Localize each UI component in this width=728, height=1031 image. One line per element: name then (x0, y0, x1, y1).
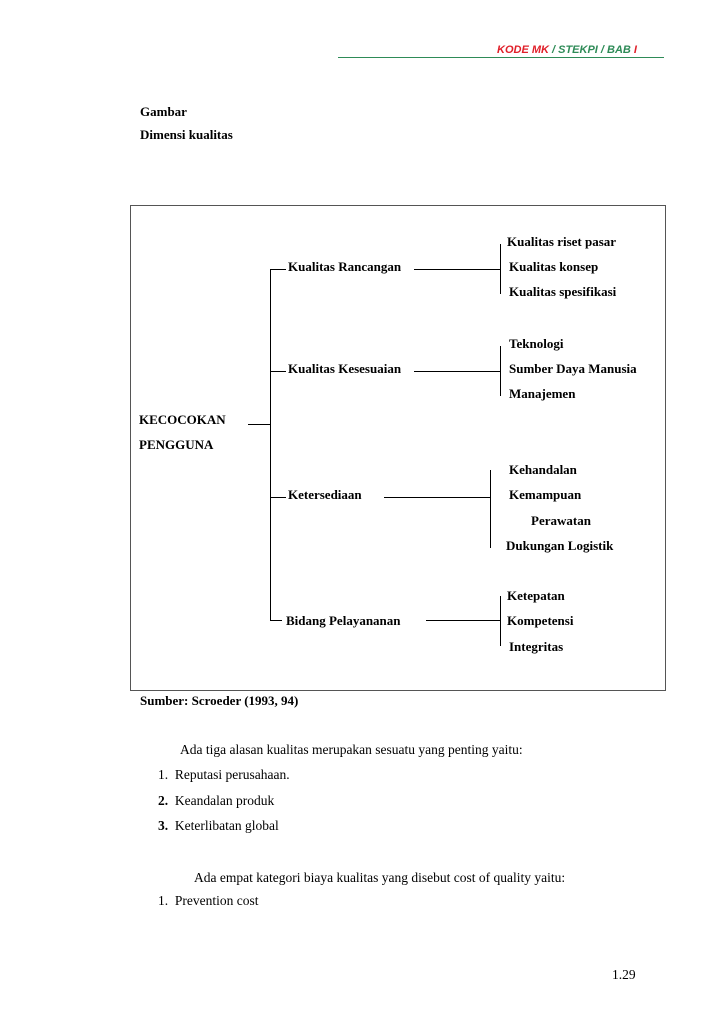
header-dept: STEKPI (558, 44, 598, 56)
main-trunk (270, 269, 271, 620)
leaf-kualitas-riset-pasar: Kualitas riset pasar (507, 234, 617, 249)
list-item: 1. Prevention cost (158, 893, 259, 908)
root-connector (248, 424, 270, 425)
branch-tick-3 (270, 497, 286, 498)
branch-bidang-pelayanan: Bidang Pelayananan (286, 613, 401, 628)
branch-tick-1 (270, 269, 286, 270)
root-node-line2: PENGGUNA (139, 437, 214, 452)
branch-tick-2 (270, 371, 286, 372)
leaf-kompetensi: Kompetensi (507, 613, 574, 628)
header-rule (338, 57, 664, 58)
leaf-kualitas-konsep: Kualitas konsep (509, 259, 599, 274)
leaf-sdm: Sumber Daya Manusia (509, 361, 637, 376)
leaf-kehandalan: Kehandalan (509, 462, 577, 477)
root-node-line1: KECOCOKAN (139, 412, 226, 427)
sub-vertical-2 (500, 346, 501, 396)
leaf-dukungan-logistik: Dukungan Logistik (506, 538, 614, 553)
header-course-code: KODE MK (497, 44, 549, 56)
branch3-connector (384, 497, 490, 498)
paragraph-1: Ada tiga alasan kualitas merupakan sesuatu yang penting yaitu: (180, 742, 523, 757)
leaf-kemampuan: Kemampuan (509, 487, 582, 502)
sub-vertical-3 (490, 470, 491, 548)
branch4-connector (426, 620, 500, 621)
sub-vertical-4 (500, 596, 501, 646)
sub-vertical-1 (500, 244, 501, 294)
leaf-ketepatan: Ketepatan (507, 588, 565, 603)
list-item: 1. Reputasi perusahaan. (158, 767, 290, 782)
leaf-teknologi: Teknologi (509, 336, 564, 351)
branch-kualitas-kesesuaian: Kualitas Kesesuaian (288, 361, 402, 376)
branch-ketersediaan: Ketersediaan (288, 487, 362, 502)
leaf-manajemen: Manajemen (509, 386, 576, 401)
branch2-connector (414, 371, 500, 372)
figure-title: Dimensi kualitas (140, 127, 233, 142)
leaf-kualitas-spesifikasi: Kualitas spesifikasi (509, 284, 617, 299)
figure-source: Sumber: Scroeder (1993, 94) (140, 693, 299, 708)
header-code: KODE MK / STEKPI / BAB I (497, 44, 637, 56)
branch-kualitas-rancangan: Kualitas Rancangan (288, 259, 402, 274)
header-bab: BAB (607, 44, 631, 56)
page-number: 1.29 (612, 967, 636, 982)
list-item: 3. Keterlibatan global (158, 818, 279, 833)
branch1-connector (414, 269, 500, 270)
figure-label: Gambar (140, 104, 187, 119)
paragraph-2: Ada empat kategori biaya kualitas yang disebut cost of quality yaitu: (194, 870, 566, 885)
leaf-perawatan: Perawatan (531, 513, 591, 528)
list-item: 2. Keandalan produk (158, 793, 275, 808)
branch-tick-4 (270, 620, 282, 621)
leaf-integritas: Integritas (509, 639, 564, 654)
